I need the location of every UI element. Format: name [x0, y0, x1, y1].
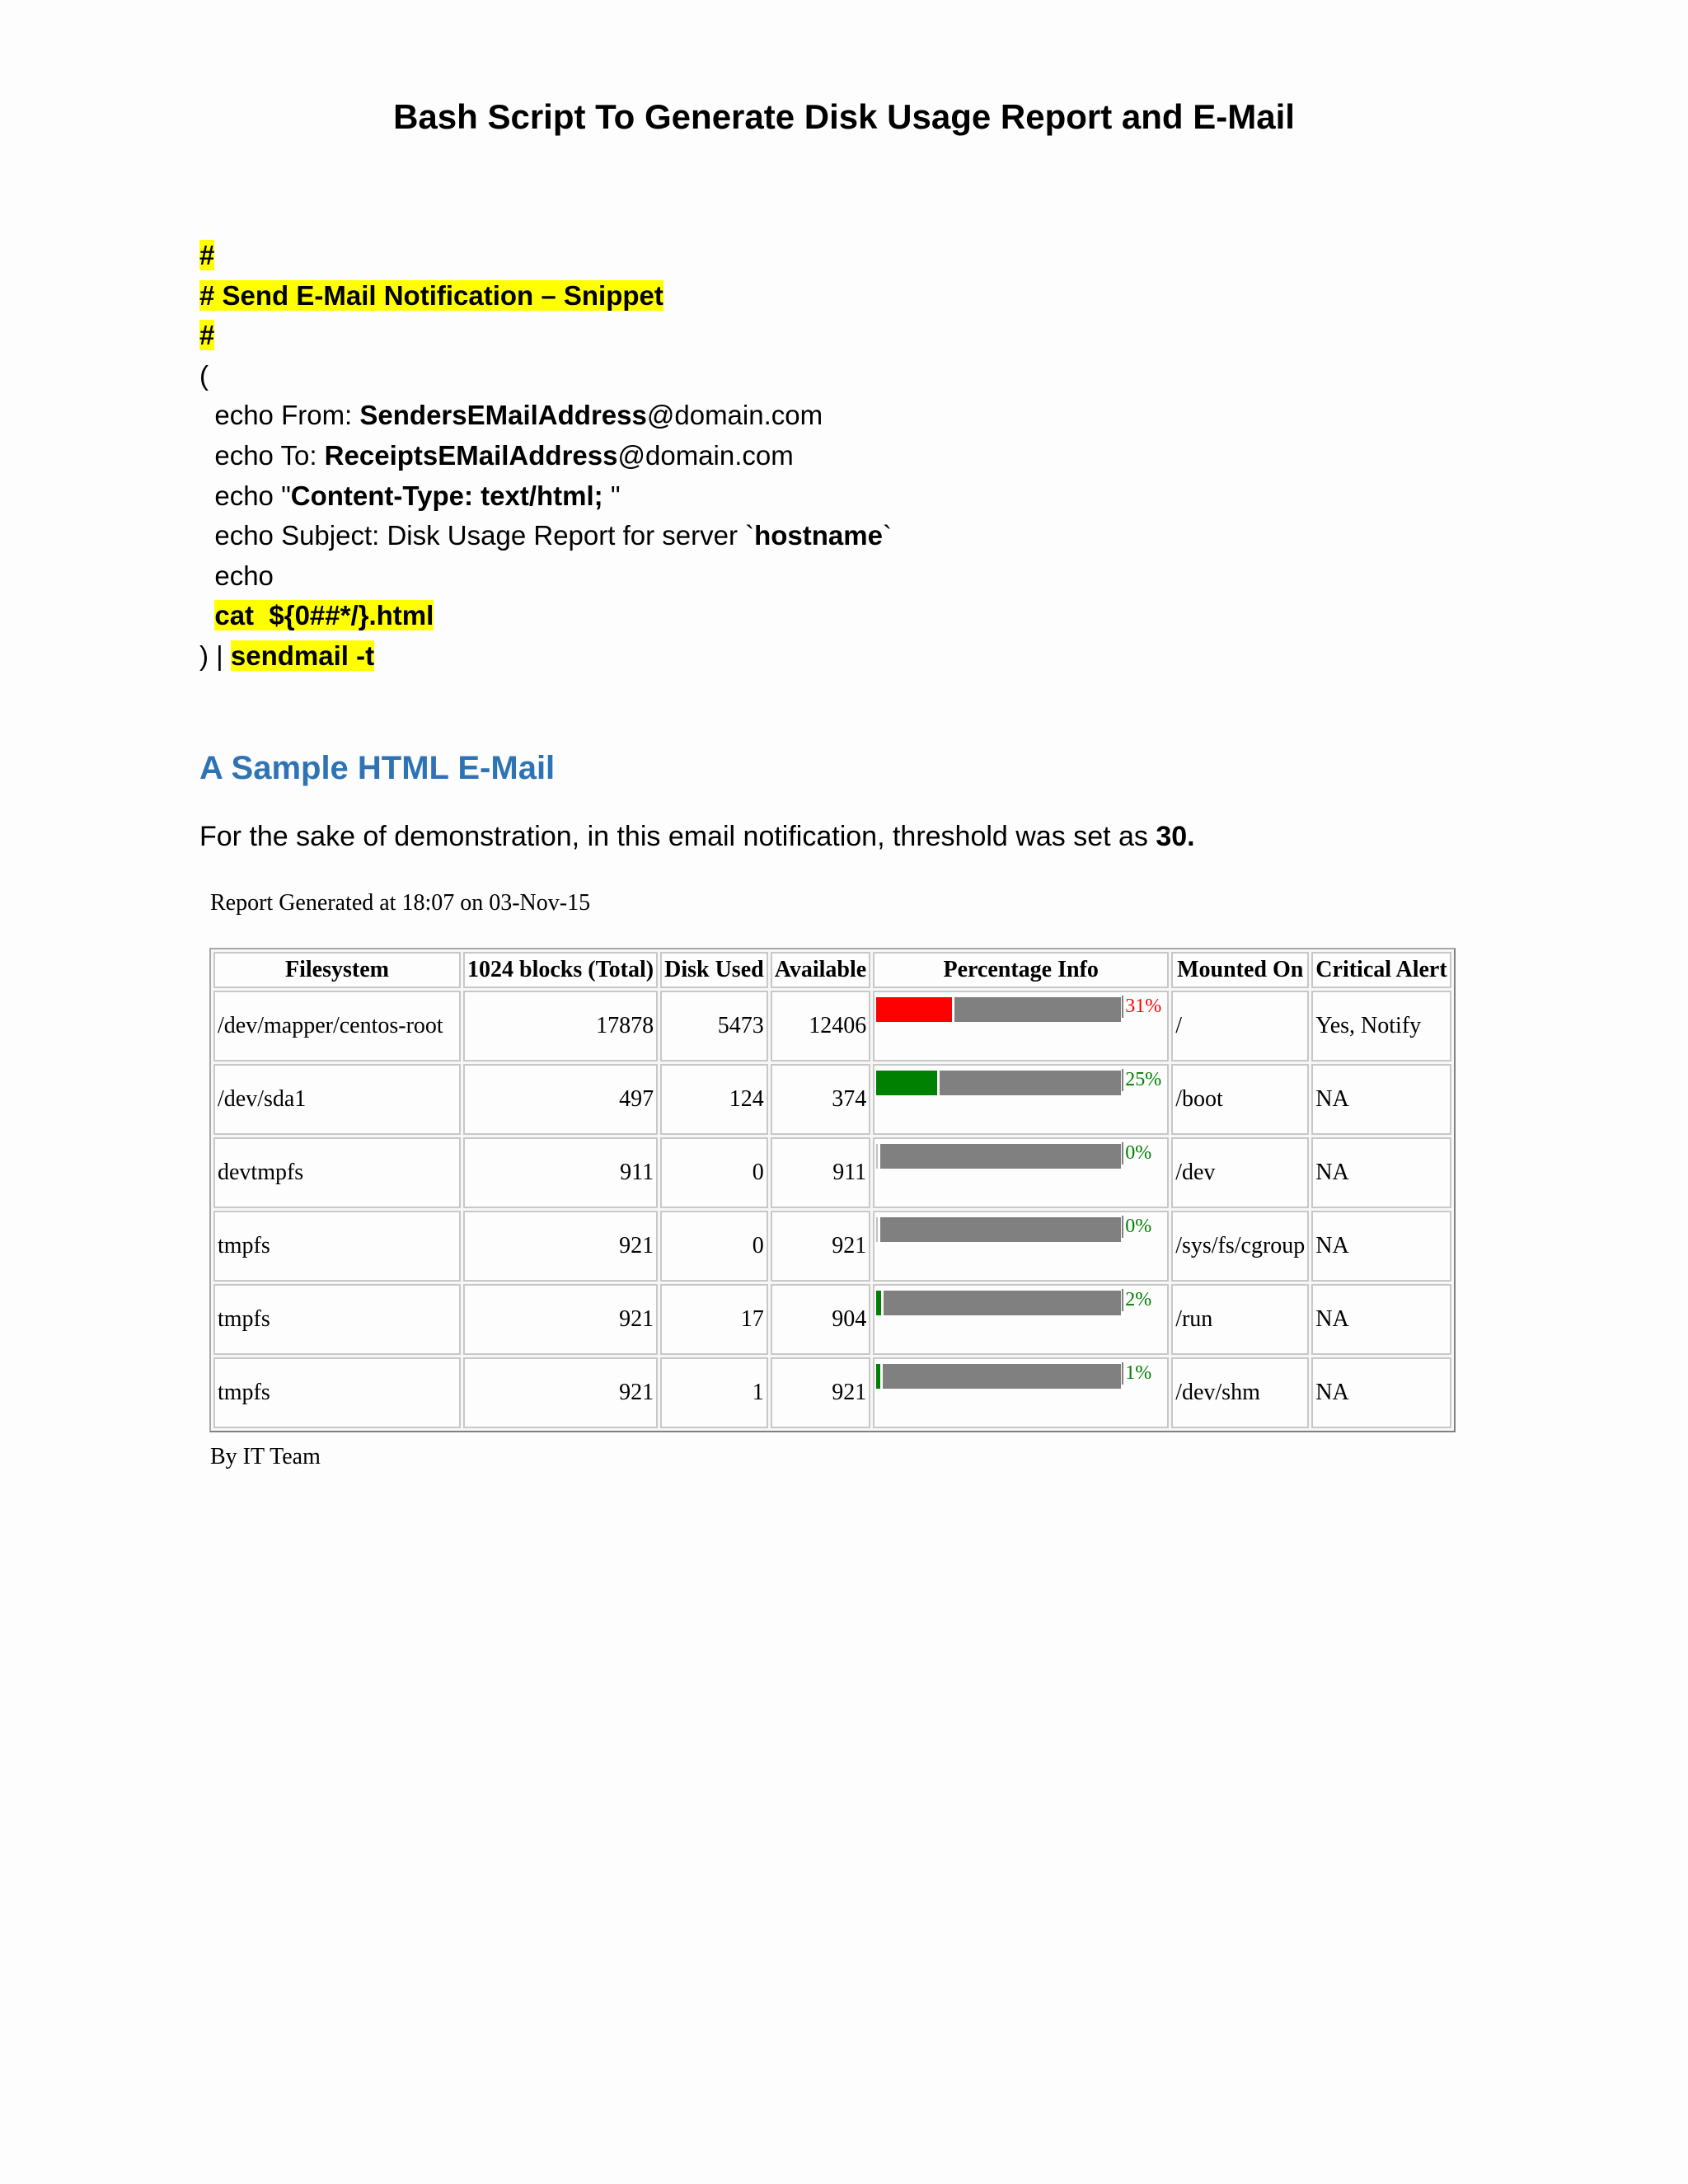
- intro-paragraph: [199, 821, 1195, 853]
- code-line-from: [199, 396, 892, 436]
- code-text: echo From:: [199, 400, 360, 431]
- report-generated-text: Report Generated at 18:07 on 03-Nov-15: [210, 890, 591, 916]
- usage-bar: [876, 1291, 1121, 1315]
- cell-used: 124: [660, 1064, 768, 1135]
- cell-filesystem: /dev/mapper/centos-root: [213, 991, 461, 1062]
- intro-text: For the sake of demonstration, in this email notification, threshold was set as: [199, 821, 1156, 852]
- table-row: [213, 1064, 1451, 1135]
- header-available: Available: [771, 952, 870, 988]
- code-line-subject: [199, 516, 892, 556]
- code-line-cat: [199, 596, 892, 636]
- header-used: Disk Used: [660, 952, 768, 988]
- usage-bar-used: [876, 1291, 881, 1315]
- cell-mounted: /dev: [1171, 1137, 1309, 1208]
- code-text: ": [610, 480, 621, 511]
- code-bold: hostname: [754, 520, 883, 551]
- code-comment: #: [199, 320, 215, 351]
- code-bold: Content-Type: text/html;: [290, 480, 611, 511]
- code-line-4: [199, 356, 892, 396]
- header-blocks: 1024 blocks (Total): [463, 952, 658, 988]
- usage-bar: [876, 1071, 1121, 1095]
- table-row: [213, 1284, 1451, 1355]
- cell-blocks: 911: [463, 1137, 658, 1208]
- cell-available: 904: [771, 1284, 870, 1355]
- code-line-sendmail: [199, 636, 892, 677]
- code-bold: SendersEMailAddress: [359, 400, 647, 431]
- usage-bar-free: [884, 1291, 1121, 1315]
- cell-mounted: /run: [1171, 1284, 1309, 1355]
- cell-blocks: 921: [463, 1211, 658, 1282]
- table-row: [213, 1137, 1451, 1208]
- cell-used: 17: [660, 1284, 768, 1355]
- code-text: @domain.com: [617, 439, 794, 471]
- code-text: echo ": [199, 480, 291, 511]
- cell-critical: NA: [1311, 1284, 1451, 1355]
- table-row: [213, 1211, 1451, 1282]
- table-row: [213, 991, 1451, 1062]
- code-comment: #: [199, 240, 215, 270]
- cell-percentage: [873, 1211, 1169, 1282]
- code-text: ) |: [199, 640, 231, 671]
- code-text: `: [882, 520, 892, 551]
- code-text: echo Subject: Disk Usage Report for server `: [199, 520, 755, 551]
- code-text: echo To:: [199, 439, 325, 471]
- header-percentage: Percentage Info: [873, 952, 1169, 988]
- cell-percentage: [873, 1137, 1169, 1208]
- cell-blocks: 497: [463, 1064, 658, 1135]
- code-highlight: sendmail -t: [230, 640, 375, 671]
- usage-bar-used: [876, 997, 952, 1022]
- header-filesystem: Filesystem: [213, 952, 461, 988]
- code-line-echo: [199, 556, 892, 597]
- cell-filesystem: tmpfs: [213, 1284, 461, 1355]
- cell-available: 374: [771, 1064, 870, 1135]
- header-critical: Critical Alert: [1311, 952, 1451, 988]
- usage-bar: [876, 1364, 1121, 1389]
- code-line-to: [199, 436, 892, 476]
- code-text: echo: [199, 560, 274, 591]
- cell-used: 0: [660, 1137, 768, 1208]
- code-line-3: [199, 316, 892, 356]
- cell-used: 5473: [660, 991, 768, 1062]
- cell-mounted: /sys/fs/cgroup: [1171, 1211, 1309, 1282]
- cell-blocks: 921: [463, 1357, 658, 1428]
- cell-critical: NA: [1311, 1064, 1451, 1135]
- cell-critical: NA: [1311, 1357, 1451, 1428]
- usage-percent-label: 1%: [1122, 1362, 1151, 1385]
- cell-available: 921: [771, 1211, 870, 1282]
- cell-mounted: /dev/shm: [1171, 1357, 1309, 1428]
- usage-bar-used: [876, 1364, 880, 1389]
- header-mounted: Mounted On: [1171, 952, 1309, 988]
- cell-blocks: 17878: [463, 991, 658, 1062]
- section-heading: A Sample HTML E-Mail: [199, 750, 556, 786]
- usage-percent-label: 0%: [1122, 1142, 1151, 1165]
- cell-used: 1: [660, 1357, 768, 1428]
- code-line-1: [199, 236, 892, 276]
- cell-available: 911: [771, 1137, 870, 1208]
- usage-bar-free: [880, 1217, 1121, 1242]
- table-body: [213, 991, 1451, 1428]
- code-text: @domain.com: [646, 400, 823, 431]
- cell-percentage: [873, 991, 1169, 1062]
- cell-percentage: [873, 1357, 1169, 1428]
- report-footer: By IT Team: [210, 1444, 321, 1469]
- usage-bar-free: [954, 997, 1121, 1022]
- usage-bar-free: [880, 1144, 1121, 1169]
- usage-bar-used: [876, 1071, 937, 1095]
- cell-used: 0: [660, 1211, 768, 1282]
- cell-available: 921: [771, 1357, 870, 1428]
- cell-critical: NA: [1311, 1137, 1451, 1208]
- code-snippet: [199, 236, 892, 677]
- cell-available: 12406: [771, 991, 870, 1062]
- page-title: Bash Script To Generate Disk Usage Report and E-Mail: [393, 97, 1295, 136]
- threshold-value: 30.: [1156, 821, 1195, 852]
- usage-bar: [876, 997, 1121, 1022]
- usage-percent-label: 0%: [1122, 1216, 1151, 1238]
- usage-bar: [876, 1144, 1121, 1169]
- cell-percentage: [873, 1284, 1169, 1355]
- cell-filesystem: /dev/sda1: [213, 1064, 461, 1135]
- usage-bar-free: [883, 1364, 1121, 1389]
- code-highlight: cat ${0##*/}.html: [214, 600, 434, 631]
- code-text: (: [199, 359, 209, 391]
- usage-bar: [876, 1217, 1121, 1242]
- cell-percentage: [873, 1064, 1169, 1135]
- cell-blocks: 921: [463, 1284, 658, 1355]
- cell-mounted: /boot: [1171, 1064, 1309, 1135]
- usage-percent-label: 31%: [1122, 996, 1161, 1018]
- code-bold: ReceiptsEMailAddress: [324, 439, 618, 471]
- usage-bar-used: [876, 1144, 878, 1169]
- code-indent: [199, 600, 214, 630]
- cell-critical: Yes, Notify: [1311, 991, 1451, 1062]
- code-comment: # Send E-Mail Notification – Snippet: [199, 279, 663, 311]
- usage-bar-free: [940, 1071, 1121, 1095]
- cell-filesystem: tmpfs: [213, 1211, 461, 1282]
- cell-filesystem: tmpfs: [213, 1357, 461, 1428]
- code-line-content-type: [199, 476, 892, 517]
- cell-filesystem: devtmpfs: [213, 1137, 461, 1208]
- usage-bar-used: [876, 1217, 878, 1242]
- usage-percent-label: 2%: [1122, 1289, 1151, 1311]
- code-line-2: [199, 276, 892, 316]
- table-row: [213, 1357, 1451, 1428]
- usage-percent-label: 25%: [1122, 1069, 1161, 1091]
- table-header-row: [213, 952, 1451, 988]
- cell-critical: NA: [1311, 1211, 1451, 1282]
- disk-usage-table: [209, 948, 1456, 1432]
- cell-mounted: /: [1171, 991, 1309, 1062]
